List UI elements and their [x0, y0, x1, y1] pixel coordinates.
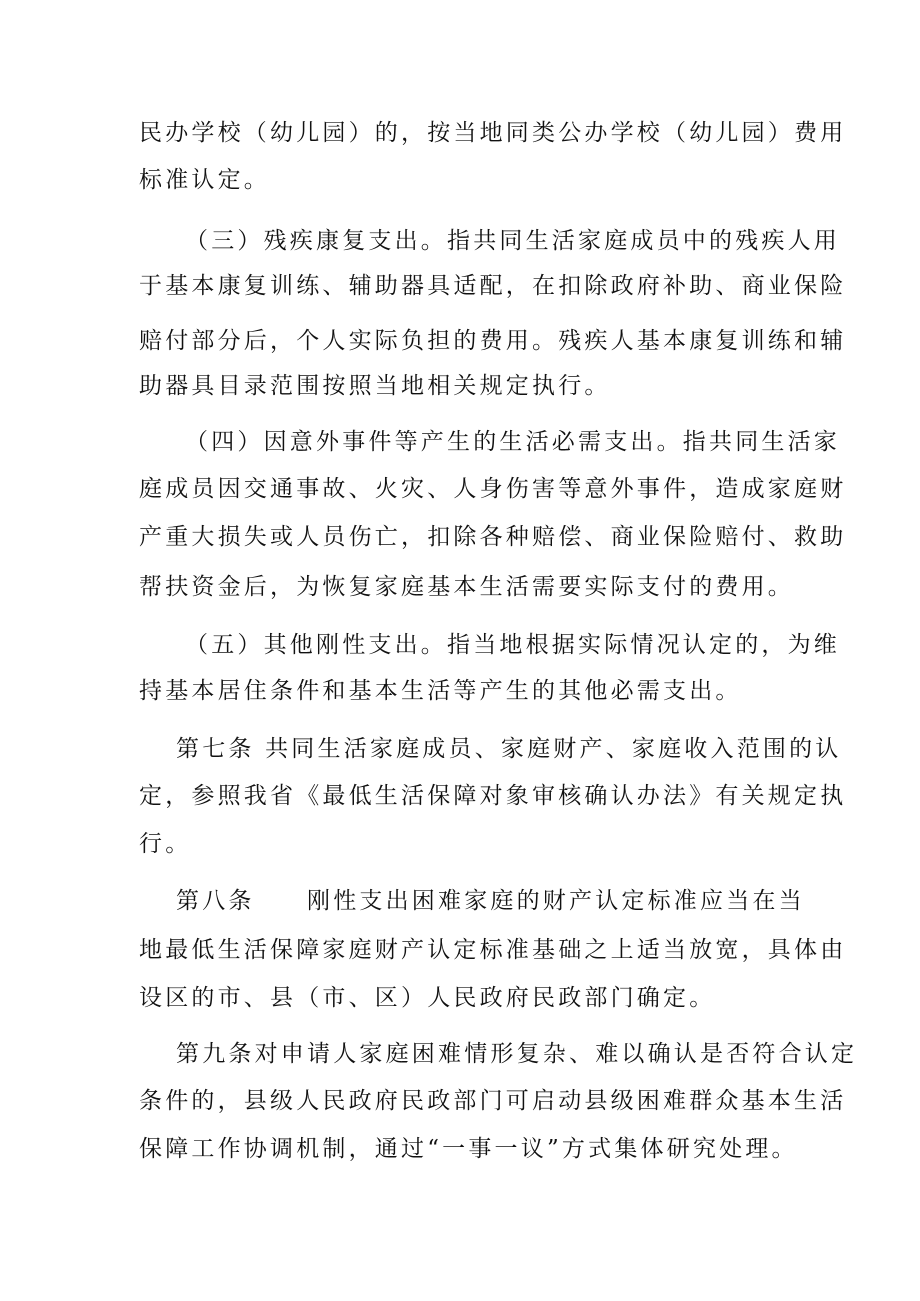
paragraph-line: 庭成员因交通事故、火灾、人身伤害等意外事件，造成家庭财 [139, 476, 847, 502]
paragraph-line: 帮扶资金后，为恢复家庭基本生活需要实际支付的费用。 [139, 574, 794, 600]
paragraph-line: （四）因意外事件等产生的生活必需支出。指共同生活家 [185, 429, 840, 455]
paragraph-line: 条件的，县级人民政府民政部门可启动县级困难群众基本生活 [139, 1088, 847, 1114]
paragraph-line: 第七条 共同生活家庭成员、家庭财产、家庭收入范围的认 [176, 736, 842, 762]
paragraph-line: 民办学校（幼儿园）的，按当地同类公办学校（幼儿园）费用 [139, 120, 847, 146]
paragraph-line: （三）残疾康复支出。指共同生活家庭成员中的残疾人用 [185, 228, 840, 254]
paragraph-line: 第八条 刚性支出困难家庭的财产认定标准应当在当 [176, 888, 805, 914]
paragraph-line: 定，参照我省《最低生活保障对象审核确认办法》有关规定执 [139, 783, 847, 809]
paragraph-line: 助器具目录范围按照当地相关规定执行。 [139, 373, 611, 399]
paragraph-line: 设区的市、县（市、区）人民政府民政部门确定。 [139, 985, 716, 1011]
paragraph-line: 保障工作协调机制，通过“一事一议”方式集体研究处理。 [139, 1136, 798, 1162]
paragraph-line: 持基本居住条件和基本生活等产生的其他必需支出。 [139, 678, 742, 704]
paragraph-line: 产重大损失或人员伤亡，扣除各种赔偿、商业保险赔付、救助 [139, 524, 847, 550]
paragraph-line: 第九条对申请人家庭困难情形复杂、难以确认是否符合认定 [176, 1041, 858, 1067]
paragraph-line: 地最低生活保障家庭财产认定标准基础之上适当放宽，具体由 [139, 937, 847, 963]
paragraph-line: 标准认定。 [139, 167, 270, 193]
paragraph-line: 行。 [139, 831, 192, 857]
paragraph-line: （五）其他刚性支出。指当地根据实际情况认定的，为维 [185, 632, 840, 658]
paragraph-line: 赔付部分后，个人实际负担的费用。残疾人基本康复训练和辅 [139, 328, 847, 354]
paragraph-line: 于基本康复训练、辅助器具适配，在扣除政府补助、商业保险 [139, 273, 847, 299]
